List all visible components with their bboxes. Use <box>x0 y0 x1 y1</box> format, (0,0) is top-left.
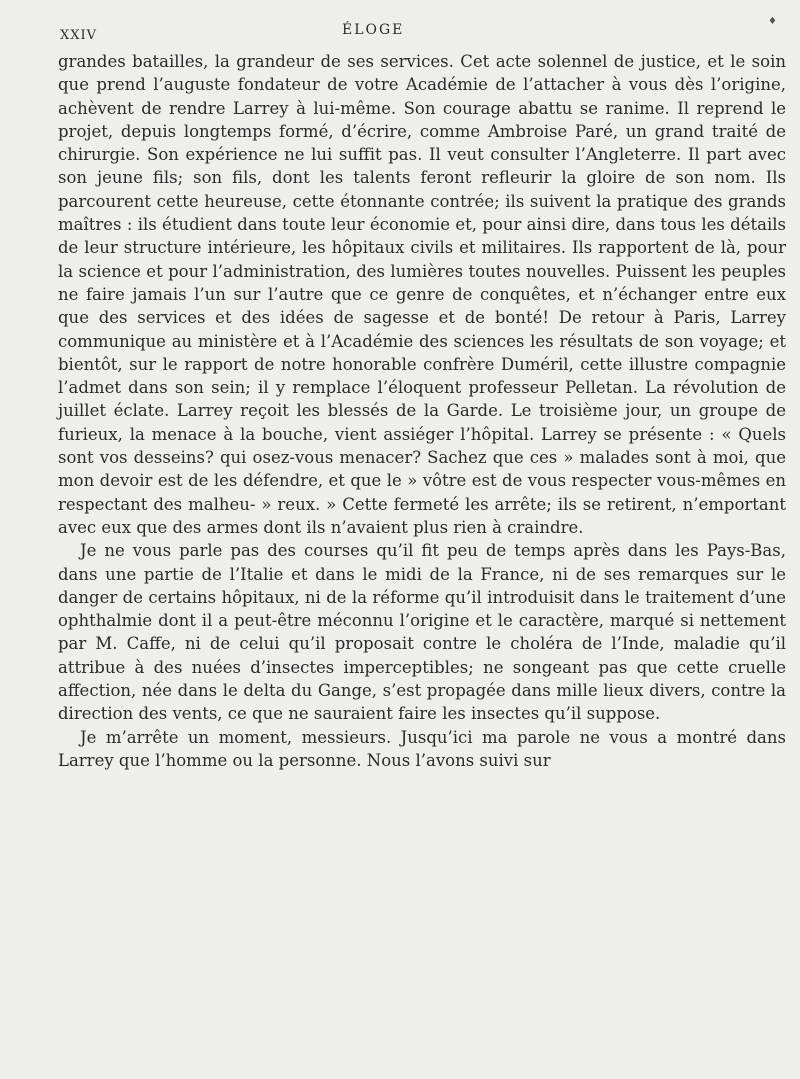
paragraph-continued: grandes batailles, la grandeur de ses services. Cet acte solennel de justice, et le soin que prend l’auguste fondateur de votre Académie de l’attacher à vous dès l’origine, achèvent de rendre Larrey à lui-même. Son courage abattu se ranime. Il reprend le projet, depuis longtemps formé, d’écrire, comme Ambroise Paré, un grand traité de chirurgie. Son expérience ne lui suffit pas. Il veut consulter l’Angleterre. Il part avec son jeune fils; son fils, dont les talents feront refleurir la gloire de son nom. Ils parcourent cette heureuse, cette étonnante contrée; ils suivent la pratique des grands maîtres : ils étudient dans toute leur économie et, pour ainsi dire, dans tous les détails de leur structure intérieure, les hôpitaux civils et militaires. Ils rapportent de là, pour la science et pour l’administration, des lumières toutes nouvelles. Puissent les peuples ne faire jamais l’un sur l’autre que ce genre de conquêtes, et n’échanger entre eux que des services et des idées de sagesse et de bonté! De retour à Paris, Larrey communique au ministère et à l’Académie des sciences les résultats de son voyage; et bientôt, sur le rapport de notre honorable confrère Duméril, cette illustre compagnie l’admet dans son sein; il y remplace l’éloquent professeur Pelletan. La révolution de juillet éclate. Larrey reçoit les blessés de la Garde. Le troisième jour, un groupe de furieux, la menace à la bouche, vient assiéger l’hôpital. Larrey se présente : « Quels sont vos desseins? qui osez-vous menacer? Sachez que ces » malades sont à moi, que mon devoir est de les défendre, et que le » vôtre est de vous respecter vous-mêmes en respectant des malheu- » reux. » Cette fermeté les arrête; ils se retirent, n’emportant avec eux que des armes dont ils n’avaient plus rien à craindre. <box>58 52 786 537</box>
page-number: XXIV <box>60 28 98 43</box>
page-header <box>60 16 785 46</box>
paragraph: Je m’arrête un moment, messieurs. Jusqu’ici ma parole ne vous a montré dans Larrey que l’homme ou la personne. Nous l’avons suivi sur <box>58 727 786 770</box>
running-head: ÉLOGE <box>342 22 405 38</box>
body-text <box>58 50 786 772</box>
paragraph: Je ne vous parle pas des courses qu’il fit peu de temps après dans les Pays-Bas, dans une partie de l’Italie et dans le midi de la France, ni de ses remarques sur le danger de certains hôpitaux, ni de la réforme qu’il introduisit dans le traitement d’une ophthalmie dont il a peut-être méconnu l’origine et le caractère, marqué si nettement par M. Caffe, ni de celui qu’il proposait contre le choléra de l’Inde, maladie qu’il attribue à des nuées d’insectes imperceptibles; ne songeant pas que cette cruelle affection, née dans le delta du Gange, s’est propagée dans mille lieux divers, contre la direction des vents, ce que ne sauraient faire les insectes qu’il suppose. <box>58 541 786 724</box>
corner-mark: ♦ <box>768 16 777 27</box>
